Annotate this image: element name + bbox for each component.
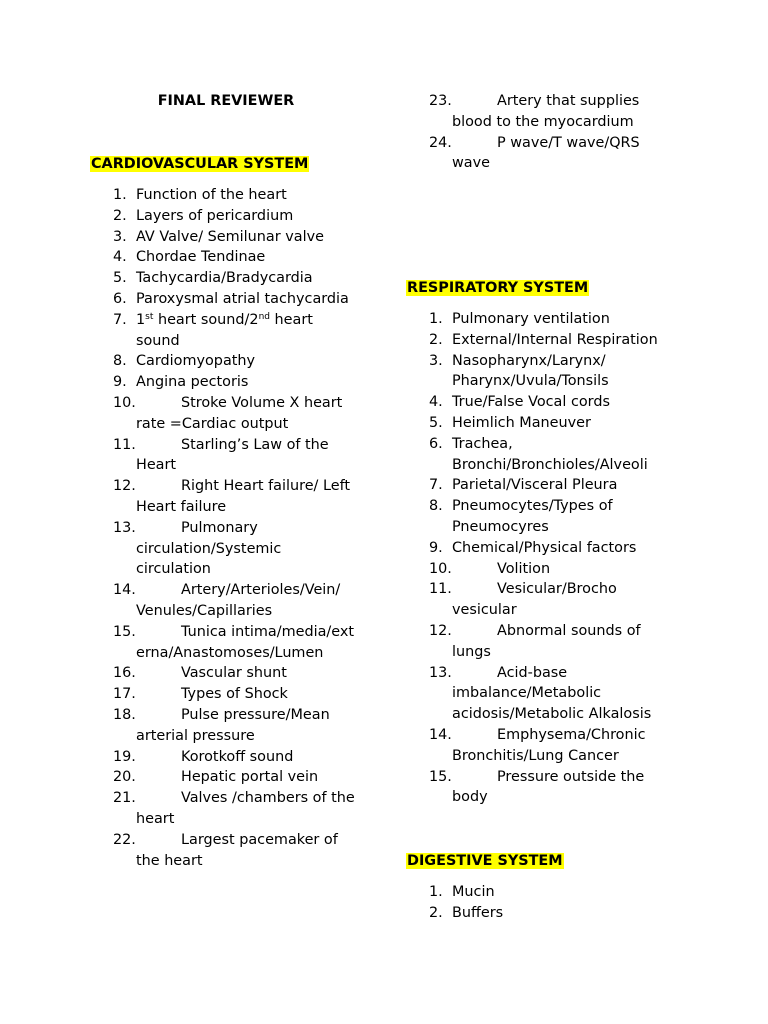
respiratory-list [406, 309, 668, 808]
list-item: 11. Starling’s Law of the Heart [113, 436, 329, 474]
list-item: 12. Right Heart failure/ Left Heart failure [113, 478, 351, 515]
list-item: 22. Largest pacemaker of the heart [113, 831, 338, 869]
list-item: 2. Layers of pericardium [113, 207, 294, 224]
list-item: 2. External/Internal Respiration [429, 331, 658, 348]
list-item: 7. 1st heart sound/2nd heart sound [113, 311, 313, 349]
list-item: 10. Volition [429, 560, 551, 577]
list-item: 8. Cardiomyopathy [113, 353, 256, 370]
list-item: 12. Abnormal sounds of lungs [429, 622, 641, 660]
list-item: 21. Valves /chambers of the heart [113, 790, 355, 827]
list-item: 10. Stroke Volume X heart rate =Cardiac output [113, 394, 343, 432]
list-item: 11. Vesicular/Brocho vesicular [429, 581, 617, 619]
list-item: 1. Function of the heart [113, 187, 287, 203]
list-item: 19. Korotkoff sound [113, 748, 294, 765]
digestive-list [406, 882, 668, 924]
cardiovascular-list [90, 185, 360, 871]
list-item: 4. Chordae Tendinae [113, 249, 266, 266]
list-item: 13. Pulmonary circulation/Systemic circulation [113, 519, 282, 578]
list-item: 4. True/False Vocal cords [429, 394, 610, 411]
list-item: 6. Trachea, Bronchi/Bronchioles/Alveoli [429, 435, 648, 473]
list-item: 20. Hepatic portal vein [113, 769, 319, 786]
section-heading-cardiovascular: CARDIOVASCULAR SYSTEM [91, 156, 309, 172]
list-item: 16. Vascular shunt [113, 665, 287, 682]
list-item: 14. Emphysema/Chronic Bronchitis/Lung Cancer [429, 726, 646, 764]
list-item: 5. Heimlich Maneuver [429, 414, 591, 431]
list-item: 8. Pneumocytes/Types of Pneumocyres [429, 498, 613, 535]
list-item: 3. Nasopharynx/Larynx/ Pharynx/Uvula/Tonsils [429, 352, 609, 390]
list-item: 23. Artery that supplies blood to the myocardium [429, 93, 640, 130]
list-item: 5. Tachycardia/Bradycardia [113, 270, 313, 287]
list-item: 9. Chemical/Physical factors [429, 539, 637, 556]
list-item: 1. Pulmonary ventilation [429, 311, 610, 327]
list-item: 13. Acid-base imbalance/Metabolic acidosis/Metabolic Alkalosis [429, 664, 652, 723]
list-item: 9. Angina pectoris [113, 374, 249, 391]
list-item: 15. Tunica intima/media/externa/Anastomoses/Lumen [113, 623, 355, 661]
list-item: 2. Buffers [429, 904, 504, 921]
list-item: 14. Artery/Arterioles/Vein/ Venules/Capillaries [113, 582, 341, 619]
list-item: 1. Mucin [429, 884, 495, 900]
list-item: 7. Parietal/Visceral Pleura [429, 477, 618, 494]
list-item: 17. Types of Shock [113, 686, 288, 703]
list-item: 3. AV Valve/ Semilunar valve [113, 228, 324, 245]
list-item: 15. Pressure outside the body [429, 768, 645, 806]
document-title: FINAL REVIEWER [157, 93, 295, 109]
list-item: 24. P wave/T wave/QRS wave [429, 134, 640, 172]
list-item: 6. Paroxysmal atrial tachycardia [113, 290, 349, 307]
cardiovascular-list-continued [406, 91, 656, 174]
section-heading-digestive: DIGESTIVE SYSTEM [407, 853, 563, 869]
section-heading-respiratory: RESPIRATORY SYSTEM [407, 280, 589, 296]
list-item: 18. Pulse pressure/Mean arterial pressure [113, 706, 330, 744]
